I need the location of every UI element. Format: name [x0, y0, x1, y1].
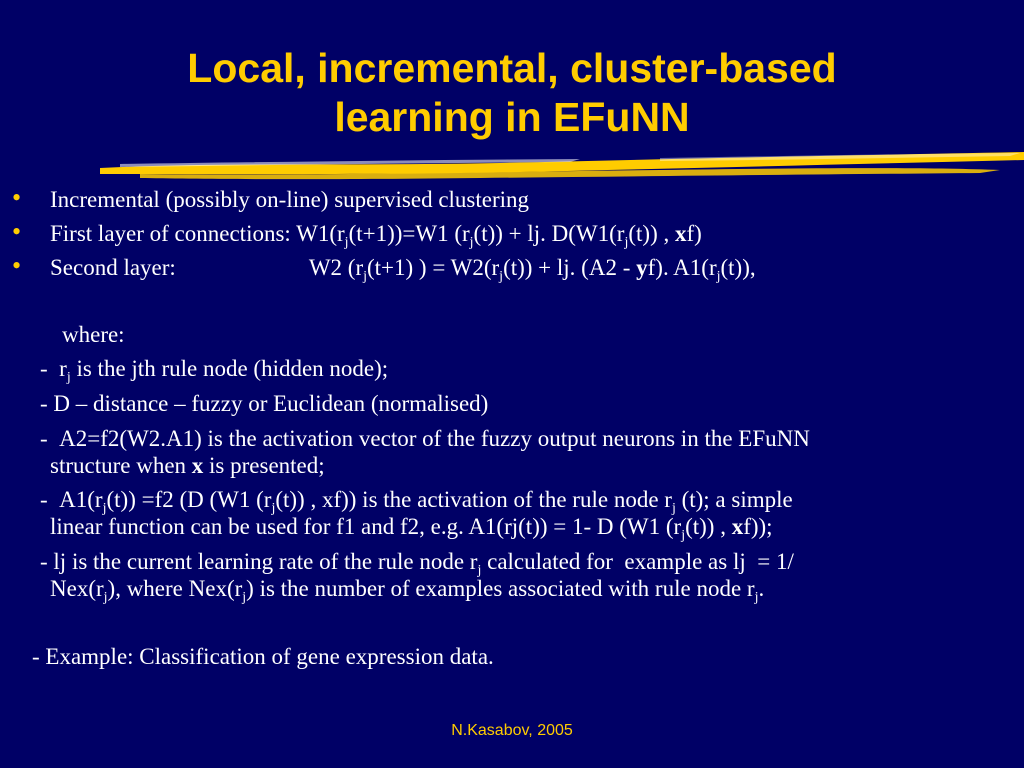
- example-line: - Example: Classification of gene expression data.: [32, 644, 494, 669]
- note-a1-line-1: - $A1(r_j(t)) =f2$ (D (W1 $(r_j(t))$ , xf)) is the activation of the rule node $r_j$ (t); a simple: [40, 487, 793, 516]
- note-a2-line-1: - A2=f2(W2.A1) is the activation vector of the fuzzy output neurons in the EFuNN: [40, 426, 810, 451]
- note-rule-node: - $r_j$ is the jth rule node (hidden node);: [40, 356, 389, 385]
- slide-title-line-1: Local, incremental, cluster-based: [187, 45, 837, 91]
- slide-title: [0, 44, 1024, 142]
- bullet-dot-icon: •: [12, 183, 22, 212]
- note-distance: - D – distance – fuzzy or Euclidean (normalised): [40, 391, 489, 416]
- bullet-item-1: Incremental (possibly on-line) supervised clustering: [50, 187, 530, 212]
- bullet-dot-icon: •: [12, 251, 22, 280]
- slide-title-line-2: learning in EFuNN: [334, 94, 690, 140]
- note-learning-rate-line-1: - lj is the current learning rate of the rule node $r_j$ calculated for example as lj = 1/: [40, 549, 794, 578]
- footer-author: N.Kasabov, 2005: [451, 722, 573, 739]
- note-a2-line-2: structure when x is presented;: [50, 453, 325, 478]
- bullet-dot-icon: •: [12, 217, 22, 246]
- note-learning-rate-line-2: $Nex(r_j)$, where $Nex(r_j)$ is the number of examples associated with rule node $r_j$.: [50, 576, 765, 605]
- bullet-item-3: Second layer: W2 ($r_j(t+1)$ ) = $W2(r_j(t))$ + lj. (A2 - yf). $A1(r_j(t))$,: [50, 255, 756, 284]
- title-underline-decoration: [100, 150, 1024, 182]
- where-label: where:: [62, 322, 125, 347]
- bullet-item-2: First layer of connections: $W1(r_j(t+1))=W1$ $(r_j(t))$ + lj. $D(W1(r_j(t))$ , xf): [50, 221, 702, 250]
- note-a1-line-2: linear function can be used for f1 and f2, e.g. A1(rj(t)) = 1- D (W1 $(r_j(t))$ , xf));: [50, 514, 773, 543]
